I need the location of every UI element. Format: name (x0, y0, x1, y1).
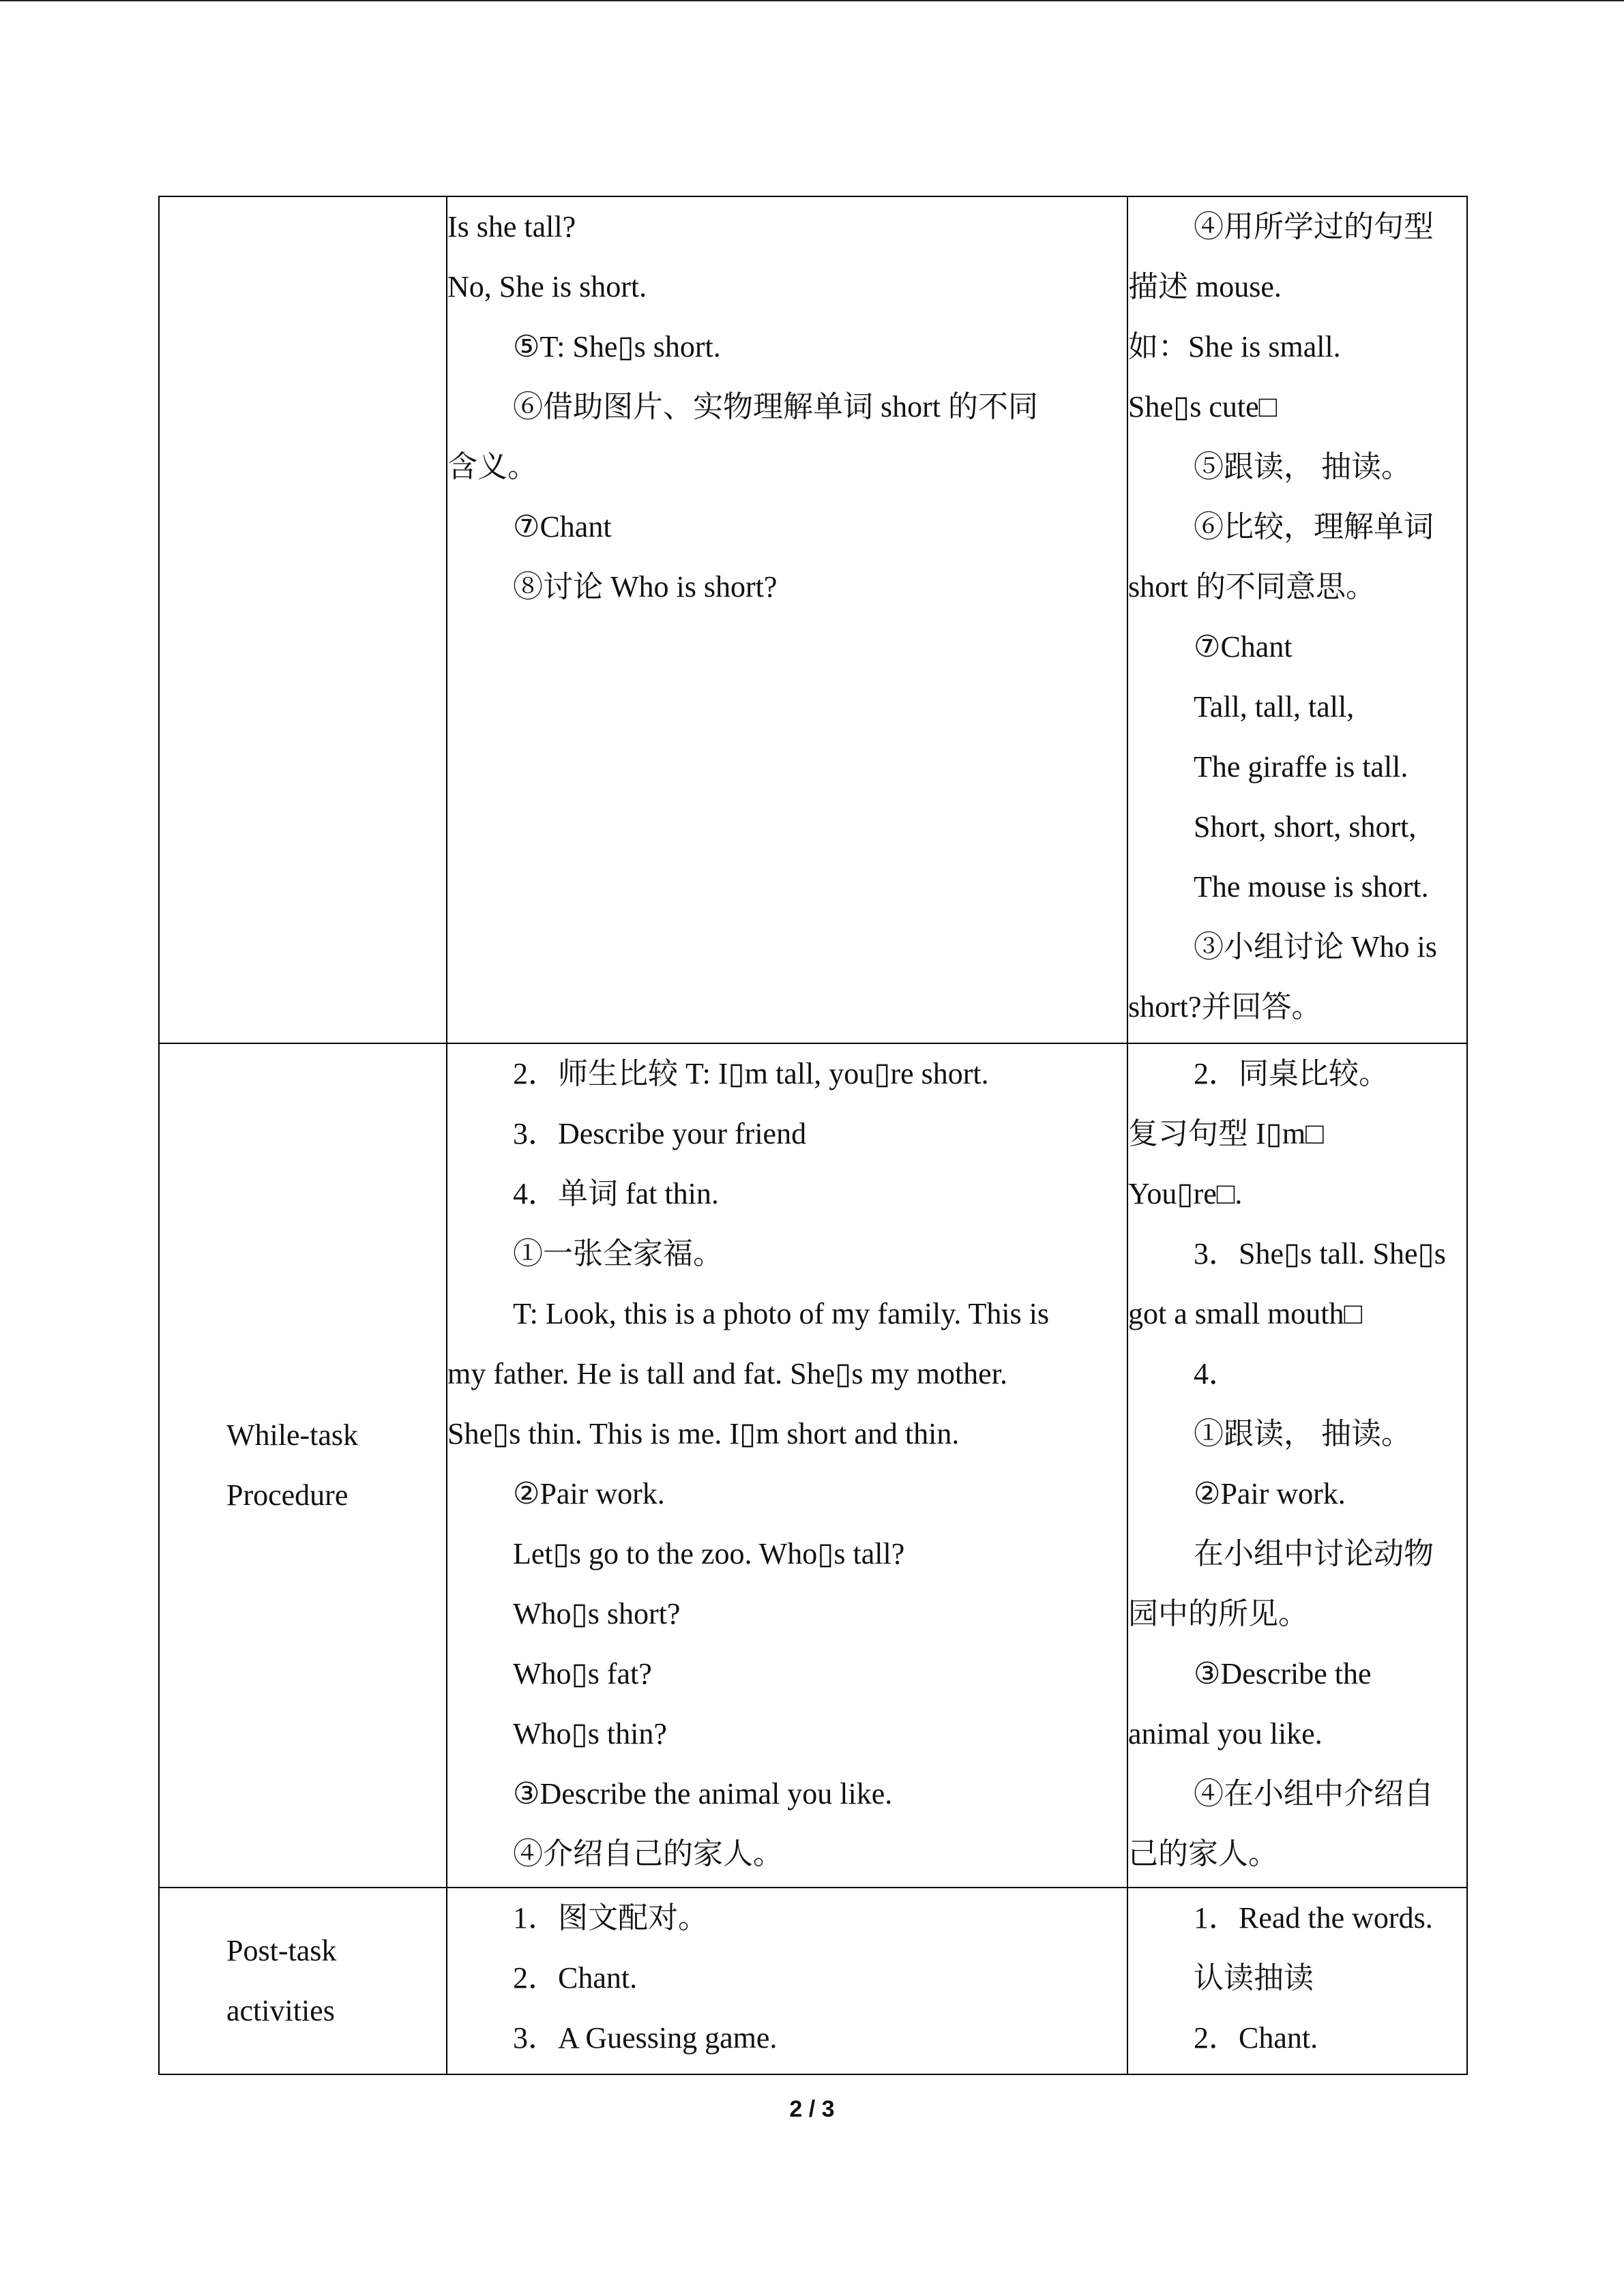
stage-label: Post-task (226, 1934, 337, 1967)
teacher-line: Who▯s thin? (513, 1717, 667, 1750)
student-line: animal you like. (1128, 1717, 1323, 1750)
table-row (159, 1043, 1467, 1888)
student-line: The mouse is short. (1194, 870, 1429, 904)
table-row (159, 1888, 1467, 2074)
stage-cell (159, 1043, 447, 1888)
student-line: ③小组讨论 Who is (1194, 930, 1437, 964)
student-line: 4． (1194, 1357, 1239, 1390)
student-line: You▯re□. (1128, 1177, 1243, 1210)
teacher-line: 1．图文配对。 (513, 1901, 708, 1935)
teacher-activity-cell (447, 1888, 1127, 2074)
teacher-line: my father. He is tall and fat. She▯s my mother. (447, 1357, 1007, 1390)
teacher-line: ⑤T: She▯s short. (513, 330, 721, 363)
teacher-line: ④介绍自己的家人。 (513, 1837, 783, 1870)
teacher-line: No, She is short. (447, 270, 647, 303)
student-line: 在小组中讨论动物 (1194, 1537, 1434, 1570)
teacher-line: ①一张全家福。 (513, 1237, 723, 1270)
student-line: ⑤跟读， 抽读。 (1194, 450, 1411, 483)
stage-cell (159, 196, 447, 1043)
student-line: ⑦Chant (1194, 630, 1293, 664)
teacher-line: Is she tall? (447, 210, 576, 243)
student-line: 1．Read the words. (1194, 1901, 1433, 1935)
student-line: short?并回答。 (1128, 990, 1322, 1024)
student-line: Short, short, short, (1194, 810, 1417, 844)
student-line: 认读抽读 (1194, 1961, 1314, 1995)
student-line: 园中的所见。 (1128, 1597, 1308, 1630)
teacher-line: She▯s thin. This is me. I▯m short and thin. (447, 1417, 960, 1450)
student-activity-cell (1127, 1043, 1467, 1888)
student-line: 描述 mouse. (1128, 270, 1282, 303)
teacher-line: Let▯s go to the zoo. Who▯s tall? (513, 1537, 905, 1570)
stage-cell (159, 1888, 447, 2074)
teacher-activity-cell (447, 196, 1127, 1043)
student-line: ③Describe the (1194, 1657, 1372, 1690)
teacher-line: 2．Chant. (513, 1961, 638, 1995)
student-line: got a small mouth□ (1128, 1297, 1363, 1330)
student-activity-cell (1127, 1888, 1467, 2074)
teacher-line: ⑥借助图片、实物理解单词 short 的不同 (513, 390, 1038, 423)
stage-label: While-task (226, 1418, 359, 1452)
page-top-border (0, 0, 1624, 1)
table-row (159, 196, 1467, 1043)
teacher-line: Who▯s fat? (513, 1657, 652, 1690)
student-line: 2．同桌比较。 (1194, 1057, 1389, 1090)
teacher-line: 3．Describe your friend (513, 1117, 807, 1150)
student-activity-cell (1127, 196, 1467, 1043)
lesson-plan-table (158, 196, 1468, 2075)
teacher-line: 2．师生比较 T: I▯m tall, you▯re short. (513, 1057, 989, 1090)
student-line: She▯s cute□ (1128, 390, 1278, 423)
student-line: 3．She▯s tall. She▯s (1194, 1237, 1446, 1270)
student-line: The giraffe is tall. (1194, 750, 1408, 784)
teacher-line: ③Describe the animal you like. (513, 1777, 893, 1810)
teacher-line: 3．A Guessing game. (513, 2021, 778, 2055)
teacher-line: ⑦Chant (513, 510, 612, 543)
teacher-line: T: Look, this is a photo of my family. This is (513, 1297, 1050, 1330)
teacher-line: 4．单词 fat thin. (513, 1177, 719, 1210)
teacher-activity-cell (447, 1043, 1127, 1888)
student-line: ④在小组中介绍自 (1194, 1777, 1434, 1810)
student-line: 复习句型 I▯m□ (1128, 1117, 1324, 1150)
teacher-line: 含义。 (447, 450, 537, 483)
teacher-line: ②Pair work. (513, 1477, 665, 1510)
student-line: 如：She is small. (1128, 330, 1341, 363)
student-line: ④用所学过的句型 (1194, 210, 1434, 243)
student-line: Tall, tall, tall, (1194, 690, 1355, 724)
page-number: 2 / 3 (789, 2096, 835, 2122)
teacher-line: ⑧讨论 Who is short? (513, 570, 778, 603)
stage-label: activities (226, 1994, 335, 2027)
student-line: 2．Chant. (1194, 2021, 1318, 2055)
teacher-line: Who▯s short? (513, 1597, 681, 1630)
student-line: short 的不同意思。 (1128, 570, 1376, 603)
student-line: ⑥比较，理解单词 (1194, 510, 1434, 543)
stage-label: Procedure (226, 1478, 349, 1512)
student-line: ①跟读， 抽读。 (1194, 1417, 1411, 1450)
student-line: ②Pair work. (1194, 1477, 1346, 1510)
student-line: 己的家人。 (1128, 1837, 1278, 1870)
